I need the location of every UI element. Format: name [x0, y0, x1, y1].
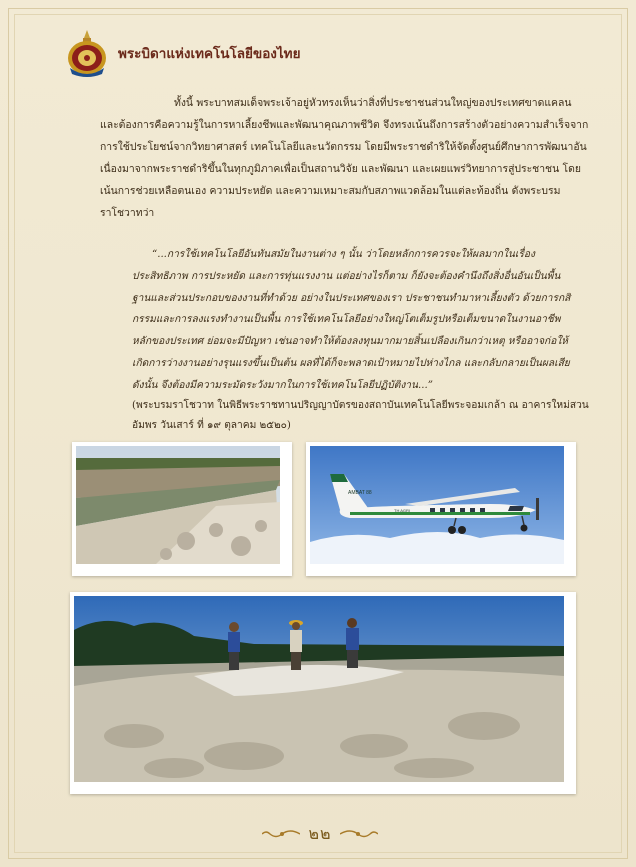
page-number: ๒๒	[308, 823, 332, 843]
page-title: พระบิดาแห่งเทคโนโลยีของไทย	[118, 46, 301, 62]
quote-citation: (พระบรมราโชวาท ในพิธีพระราชทานปริญญาบัตรของสถาบันเทคโนโลยีพระจอมเกล้า ณ อาคารใหม่สวนอัมพร วันเสาร์ ที่ ๑๙ ตุลาคม ๒๕๒๐)	[132, 400, 589, 431]
left-ornament-icon	[262, 827, 300, 841]
worker-figure-1	[228, 622, 240, 670]
body-text	[100, 92, 590, 224]
lime-spreading-workers-photo	[70, 592, 576, 794]
canal-photo	[72, 442, 292, 576]
page-header	[64, 28, 324, 78]
rain-airplane-photo	[306, 442, 576, 576]
airplane-tail-text: AMBAT 88	[348, 490, 372, 496]
body-paragraph	[100, 92, 590, 224]
royal-emblem-icon	[64, 28, 110, 78]
page-footer	[250, 820, 390, 848]
airplane-body-text: TH AGRI	[394, 508, 411, 513]
body-paragraph-text: ทั้งนี้ พระบาทสมเด็จพระเจ้าอยู่หัวทรงเห็นว่าสิ่งที่ประชาชนส่วนใหญ่ของประเทศขาดแคลนและต้องการคือความรู้ในการหาเลี้ยงชีพและพัฒนาคุณภาพชีวิต จึงทรงเน้นถึงการสร้างตัวอย่างความสำเร็จจากการใช้ประโยชน์จากวิทยาศาสตร์ เทคโนโลยีและนวัตกรรม โดยมีพระราชดำริให้จัดตั้งศูนย์ศึกษาการพัฒนาอันเนื่องมาจากพระราชดำริขึ้นในทุกภูมิภาคเพื่อเป็นสถานวิจัย และพัฒนา และเผยแพร่วิทยาการสู่ประชาชน โดยเน้นการช่วยเหลือตนเอง ความประหยัด และความเหมาะสมกับสภาพแวดล้อมในแต่ละท้องถิ่น ดังพระบรมราโชวาทว่า	[100, 97, 589, 219]
royal-quote	[132, 244, 572, 397]
right-ornament-icon	[340, 827, 378, 841]
royal-quote-text: “...การใช้เทคโนโลยีอันทันสมัยในงานต่าง ๆ นั้น ว่าโดยหลักการควรจะให้ผลมากในเรื่องประสิทธิภาพ การประหยัด และการทุ่นแรงงาน แต่อย่างไรก็ตาม ก็ยังจะต้องคำนึงถึงสิ่งอื่นอันเป็นพื้นฐานและส่วนประกอบของงานที่ทำด้วย อย่างในประเทศของเรา ประชาชนทำมาหาเลี้ยงตัว ด้วยการกสิกรรมและการลงแรงทำงานเป็นพื้น การใช้เทคโนโลยีอย่างใหญ่โตเต็มรูปหรือเต็มขนาดในงานอาชีพหลักของประเทศ ย่อมจะมีปัญหา เช่นอาจทำให้ต้องลงทุนมากมายสิ้นเปลืองเกินกว่าเหตุ หรืออาจก่อให้เกิดการว่างงานอย่างรุนแรงขึ้นเป็นต้น ผลที่ได้ก็จะพลาดเป้าหมายไปห่างไกล และกลับกลายเป็นผลเสียดังนั้น จึงต้องมีความระมัดระวังมากในการใช้เทคโนโลยีปฏิบัติงาน...”	[132, 249, 571, 391]
